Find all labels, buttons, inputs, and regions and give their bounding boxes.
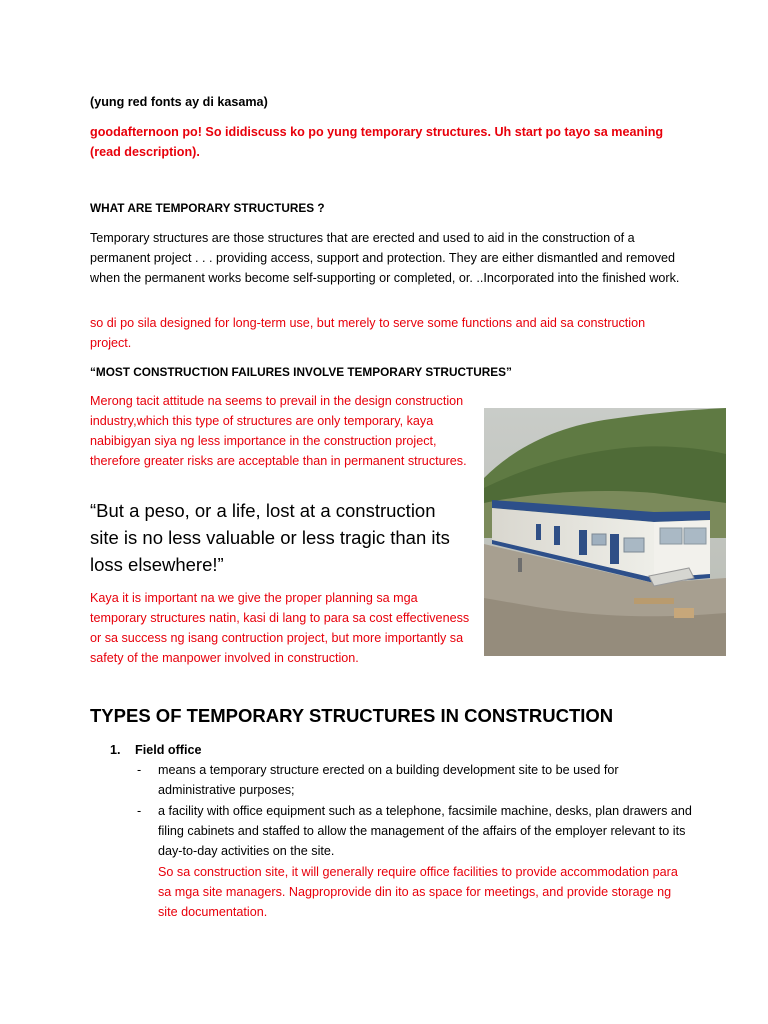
bullet-text: means a temporary structure erected on a building development site to be used for administrative purposes; — [158, 763, 619, 797]
intro-note: goodafternoon po! So ididiscuss ko po yung temporary structures. Uh start po tayo sa meaning (read description). — [90, 125, 664, 159]
note-line: (yung red fonts ay di kasama) — [90, 95, 268, 109]
definition-paragraph: Temporary structures are those structures that are erected and used to aid in the construction of a permanent project . . . providing access, support and protection. They are either dismantled and removed when the permanent works become self-supporting or completed, or. ..Incorporated into the finished work. — [90, 231, 680, 285]
list-item-number: 1. — [110, 743, 121, 757]
types-heading: TYPES OF TEMPORARY STRUCTURES IN CONSTRUCTION — [90, 705, 614, 726]
quote-text: “But a peso, or a life, lost at a construction site is no less valuable or less tragic than its loss elsewhere!” — [90, 500, 450, 575]
planning-note: Kaya it is important na we give the proper planning sa mga temporary structures natin, kasi di lang to para sa cost effectiveness or sa success ng isang contruction project, but more importantly sa safety of the manpower involved in construction. — [90, 591, 470, 665]
list-item-title: Field office — [135, 743, 202, 757]
tacit-attitude-note: Merong tacit attitude na seems to prevail in the design construction industry,which this type of structures are only temporary, kaya nabibigyan siya ng less importance in the construction project, therefore greater risks are acceptable than in permanent structures. — [90, 394, 467, 468]
bullet-dash: - — [137, 804, 142, 818]
failures-heading: “MOST CONSTRUCTION FAILURES INVOLVE TEMPORARY STRUCTURES” — [90, 365, 512, 379]
bullet-text: a facility with office equipment such as a telephone, facsimile machine, desks, plan drawers and filing cabinets and staffed to allow the management of the affairs of the employer relevant to its day-to-day activities on the site. — [158, 804, 692, 858]
definition-note: so di po sila designed for long-term use, but merely to serve some functions and aid sa construction project. — [90, 316, 646, 350]
section-heading-what: WHAT ARE TEMPORARY STRUCTURES ? — [90, 201, 325, 215]
bullet-dash: - — [137, 763, 142, 777]
temporary-structure-photo — [484, 408, 726, 656]
bullet-note: So sa construction site, it will generally require office facilities to provide accommodation para sa mga site managers. Nagproprovide din ito as space for meetings, and provide storage ng site documentation. — [158, 865, 678, 919]
